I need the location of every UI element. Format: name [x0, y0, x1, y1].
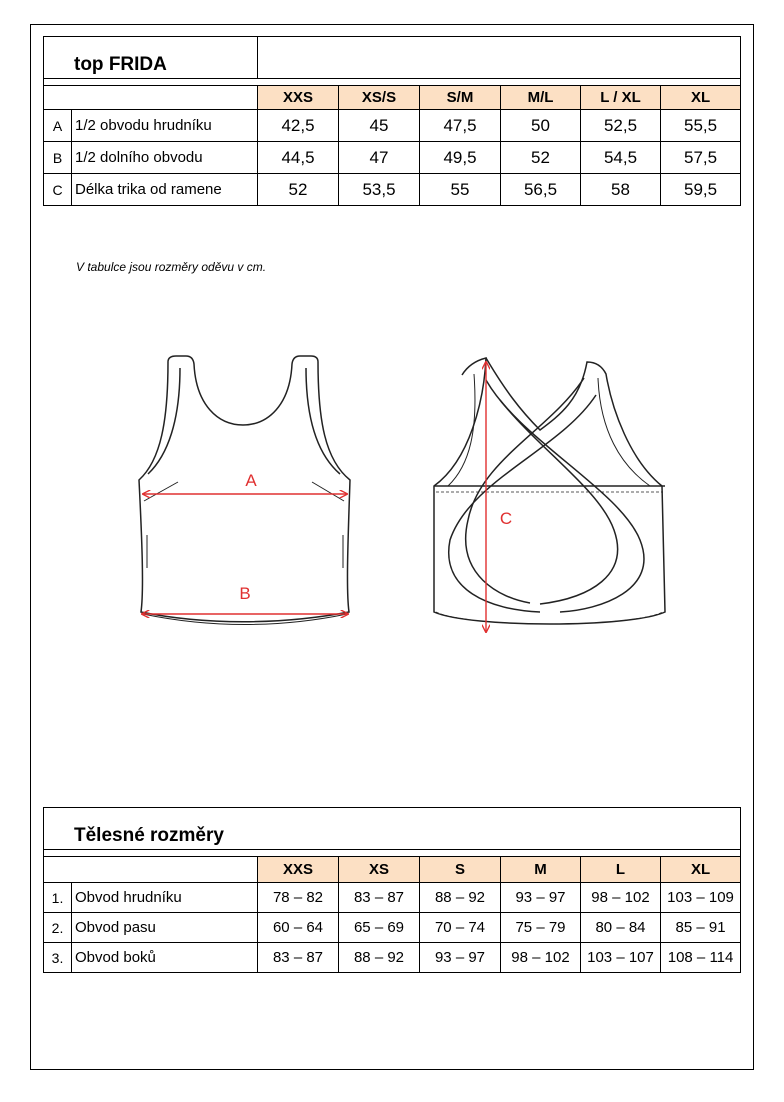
cell-value: 98 – 102: [501, 943, 581, 973]
cell-value: 65 – 69: [339, 913, 420, 943]
size-header: XS/S: [339, 86, 420, 110]
size-header: S/M: [420, 86, 501, 110]
size-header: M: [501, 857, 581, 883]
cell-value: 45: [339, 110, 420, 142]
row-label: 1/2 obvodu hrudníku: [72, 110, 258, 142]
row-label: Obvod boků: [72, 943, 258, 973]
size-header: XL: [661, 857, 741, 883]
cell-value: 75 – 79: [501, 913, 581, 943]
cell-value: 60 – 64: [258, 913, 339, 943]
cell-value: 55: [420, 174, 501, 206]
size-header: XXS: [258, 86, 339, 110]
row-letter: A: [44, 110, 72, 142]
cell-value: 49,5: [420, 142, 501, 174]
size-header: XL: [661, 86, 741, 110]
cell-value: 103 – 107: [581, 943, 661, 973]
size-header: L / XL: [581, 86, 661, 110]
row-letter: B: [44, 142, 72, 174]
row-number: 2.: [44, 913, 72, 943]
cell-value: 78 – 82: [258, 883, 339, 913]
table-row: [44, 913, 741, 943]
cell-value: 44,5: [258, 142, 339, 174]
cell-value: 59,5: [661, 174, 741, 206]
size-header: XXS: [258, 857, 339, 883]
cell-value: 56,5: [501, 174, 581, 206]
cell-value: 103 – 109: [661, 883, 741, 913]
size-header: XS: [339, 857, 420, 883]
cell-value: 57,5: [661, 142, 741, 174]
cell-value: 70 – 74: [420, 913, 501, 943]
cell-value: 80 – 84: [581, 913, 661, 943]
row-label: Obvod pasu: [72, 913, 258, 943]
back-view: [434, 358, 665, 624]
row-number: 3.: [44, 943, 72, 973]
garment-table-title: top FRIDA: [44, 37, 258, 79]
table-row: [44, 883, 741, 913]
size-header: M/L: [501, 86, 581, 110]
cell-value: 88 – 92: [339, 943, 420, 973]
cell-value: 58: [581, 174, 661, 206]
cell-value: 93 – 97: [420, 943, 501, 973]
cell-value: 93 – 97: [501, 883, 581, 913]
row-number: 1.: [44, 883, 72, 913]
cell-value: 47,5: [420, 110, 501, 142]
measure-label-a: A: [245, 471, 257, 490]
size-header: L: [581, 857, 661, 883]
row-label: Délka trika od ramene: [72, 174, 258, 206]
cell-value: 83 – 87: [258, 943, 339, 973]
cell-value: 108 – 114: [661, 943, 741, 973]
cell-value: 98 – 102: [581, 883, 661, 913]
row-label: Obvod hrudníku: [72, 883, 258, 913]
units-note: V tabulce jsou rozměry oděvu v cm.: [76, 260, 267, 274]
cell-value: 42,5: [258, 110, 339, 142]
row-label: 1/2 dolního obvodu: [72, 142, 258, 174]
measure-label-c: C: [499, 509, 513, 528]
size-header: S: [420, 857, 501, 883]
cell-value: 83 – 87: [339, 883, 420, 913]
row-letter: C: [44, 174, 72, 206]
cell-value: 47: [339, 142, 420, 174]
cell-value: 88 – 92: [420, 883, 501, 913]
cell-value: 53,5: [339, 174, 420, 206]
cell-value: 52: [258, 174, 339, 206]
cell-value: 52: [501, 142, 581, 174]
cell-value: 50: [501, 110, 581, 142]
table-row: [44, 943, 741, 973]
cell-value: 55,5: [661, 110, 741, 142]
cell-value: 52,5: [581, 110, 661, 142]
cell-value: 85 – 91: [661, 913, 741, 943]
body-table-title: Tělesné rozměry: [44, 808, 741, 850]
body-size-table: [43, 807, 741, 973]
cell-value: 54,5: [581, 142, 661, 174]
measure-label-b: B: [239, 584, 251, 603]
